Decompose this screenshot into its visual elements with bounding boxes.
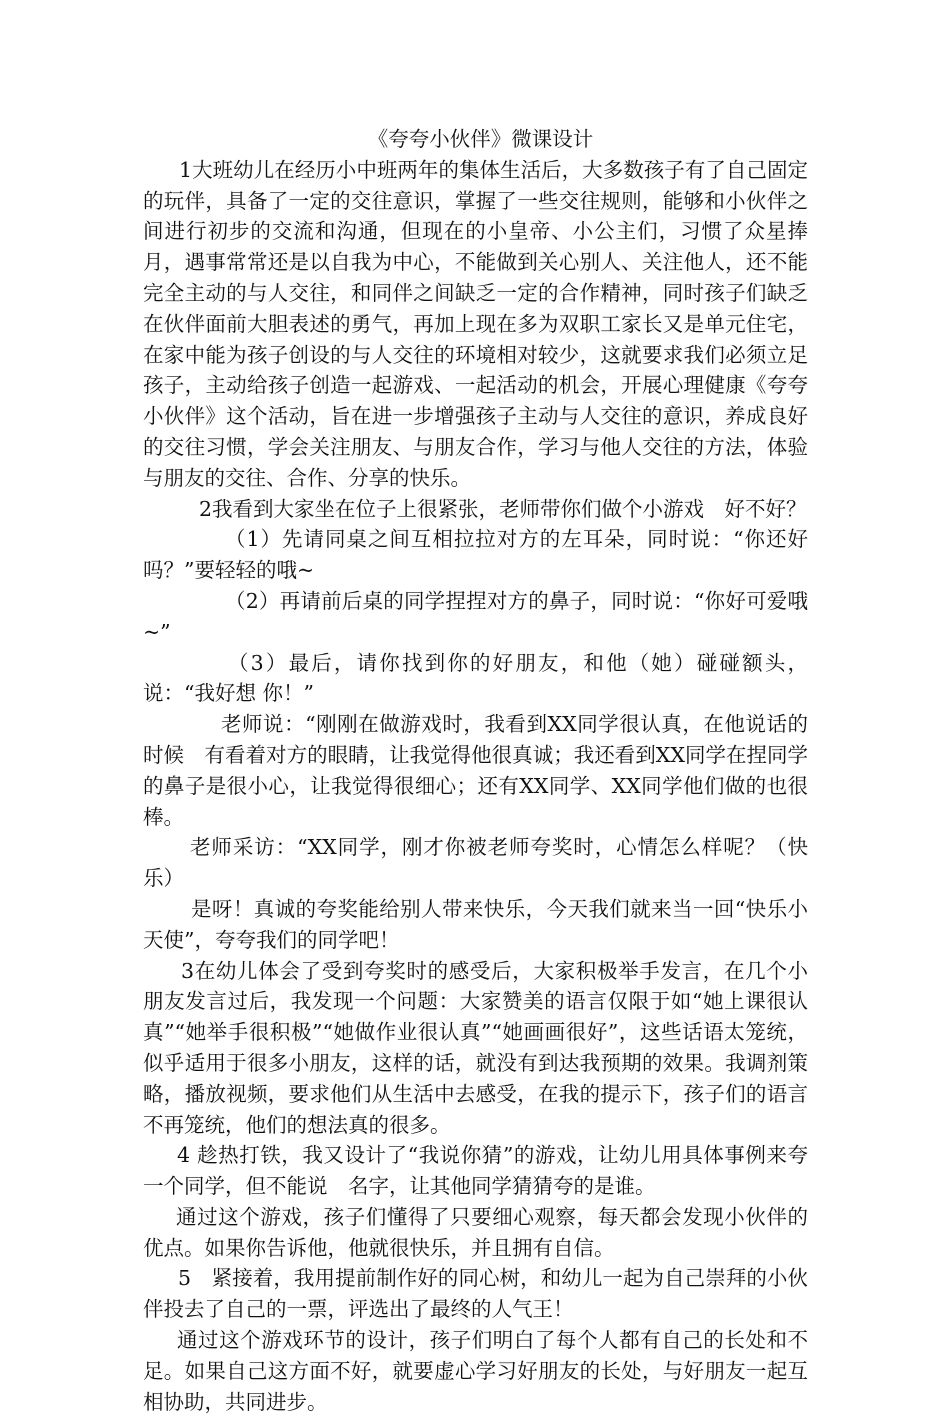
paragraph-conclusion: 通过这个游戏环节的设计，孩子们明白了每个人都有自己的长处和不足。如果自己这方面不好，就要虚心学习好朋友的长处，与好朋友一起互相协助，共同进步。 xyxy=(143,1328,808,1414)
paragraph-game-step-3: （3）最后，请你找到你的好朋友，和他（她）碰碰额头，说：“我好想 你！” xyxy=(143,650,808,706)
paragraph-section-5: 5 紧接着，我用提前制作好的同心树，和幼儿一起为自己崇拜的小伙伴投去了自己的一票，评选出了最终的人气王！ xyxy=(143,1266,808,1322)
paragraph-game-step-1: （1）先请同桌之间互相拉拉对方的左耳朵，同时说：“你还好吗？”要轻轻的哦~ xyxy=(143,527,808,583)
paragraph-background: 1大班幼儿在经历小中班两年的集体生活后，大多数孩子有了自己固定的玩伴，具备了一定的交往意识，掌握了一些交往规则，能够和小伙伴之间进行初步的交流和沟通，但现在的小皇帝、小公主们，习惯了众星捧月，遇事常常还是以自我为中心，不能做到关心别人、关注他人，还不能完全主动的与人交往，和同伴之间缺乏一定的合作精神，同时孩子们缺乏在伙伴面前大胆表述的勇气，再加上现在多为双职工家长又是单元住宅，在家中能为孩子创设的与人交往的环境相对较少，这就要求我们必须立足孩子，主动给孩子创造一起游戏、一起活动的机会，开展心理健康《夸夸小伙伴》这个活动，旨在进一步增强孩子主动与人交往的意识，养成良好的交往习惯，学会关注朋友、与朋友合作，学习与他人交往的方法，体验与朋友的交往、合作、分享的快乐。 xyxy=(143,157,808,490)
paragraph-teacher-interview: 老师采访：“XX同学，刚才你被老师夸奖时，心情怎么样呢？（快乐） xyxy=(143,835,808,891)
document-title: 《夸夸小伙伴》微课设计 xyxy=(367,127,594,151)
paragraph-happy-angel: 是呀！真诚的夸奖能给别人带来快乐，今天我们就来当一回“快乐小天使”，夸夸我们的同学吧！ xyxy=(143,896,808,952)
paragraph-teacher-says: 老师说：“刚刚在做游戏时，我看到XX同学很认真，在他说话的时候 有看着对方的眼睛，让我觉得他很真诚；我还看到XX同学在捏同学的鼻子是很小心，让我觉得很细心；还有XX同学、XX同学他们做的也很棒。 xyxy=(143,712,808,829)
document-body xyxy=(143,124,808,1417)
paragraph-game-step-2: （2）再请前后桌的同学捏捏对方的鼻子，同时说：“你好可爱哦~” xyxy=(143,588,808,644)
paragraph-section-4-result: 通过这个游戏，孩子们懂得了只要细心观察，每天都会发现小伙伴的优点。如果你告诉他，他就很快乐，并且拥有自信。 xyxy=(143,1204,808,1260)
paragraph-section-3: 3在幼儿体会了受到夸奖时的感受后，大家积极举手发言，在几个小朋友发言过后，我发现一个问题：大家赞美的语言仅限于如“她上课很认真”“她举手很积极”“她做作业很认真”“她画画很好”，这些话语太笼统，似乎适用于很多小朋友，这样的话，就没有到达我预期的效果。我调剂策略，播放视频，要求他们从生活中去感受，在我的提示下，孩子们的语言不再笼统，他们的想法真的很多。 xyxy=(143,958,808,1137)
paragraph-game-intro: 2我看到大家坐在位子上很紧张，老师带你们做个小游戏 好不好？ xyxy=(199,496,807,521)
paragraph-section-4: 4 趁热打铁，我又设计了“我说你猜”的游戏，让幼儿用具体事例来夸一个同学，但不能说 名字，让其他同学猜猜夸的是谁。 xyxy=(143,1143,808,1199)
